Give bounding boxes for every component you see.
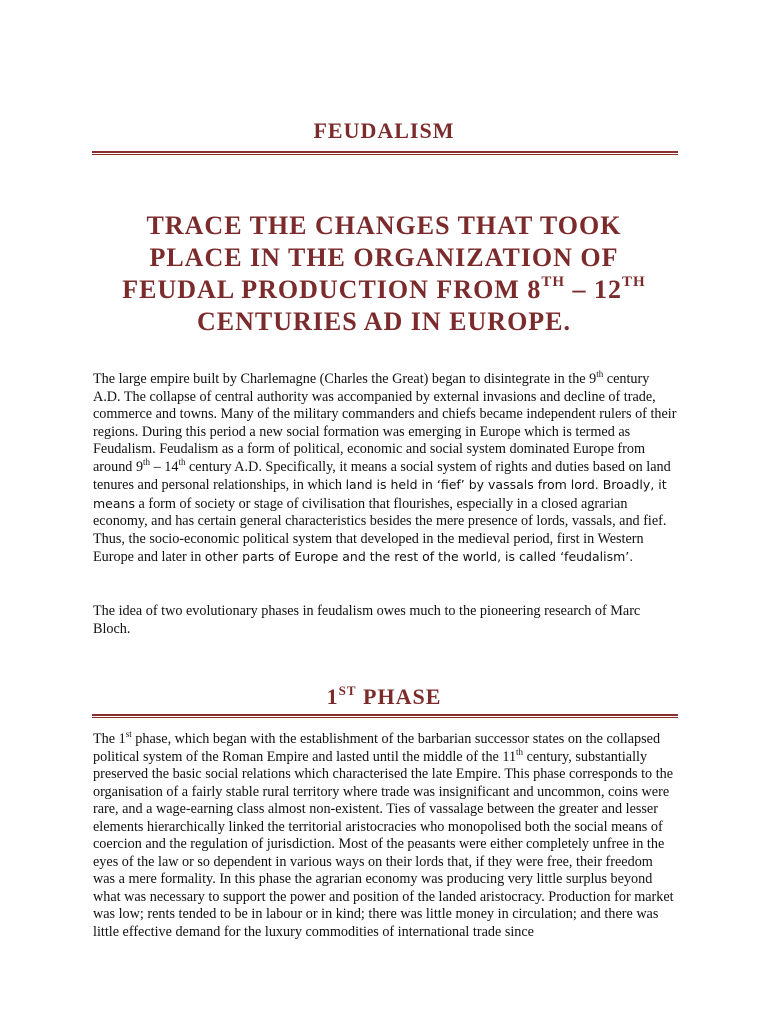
phase-sup-2: th — [516, 746, 524, 757]
phase-text-3: century, substantially preserved the basic social relations which characterised the late Empire. This phase corresponds to the organisation of a fairly stable rural territory where trade was insignificant and uncommon, coins were rare, and a wage-earning class almost non-existent. Ties of vassalage between the greater and lesser elements hierarchically linked the territorial aristocracies who monopolised both the social means of coercion and the regulation of jurisdiction. Most of the peasants were either completely unfree in the eyes of the law or so dependent in various ways on their lords that, if they were free, their freedom was a mere formality. In this phase the agrarian economy was producing very little surplus beyond what was necessary to support the power and position of the landed aristocracy. Production for market was low; rents tended to be in labour or in kind; there was little money in circulation; and there was little effective demand for the luxury commodities of international trade since — [93, 748, 674, 940]
title-divider — [92, 151, 678, 155]
phase-text-1: The 1 — [93, 731, 126, 747]
bloch-paragraph: The idea of two evolutionary phases in feudalism owes much to the pioneering research of Marc Bloch. — [93, 603, 641, 637]
phase-divider — [92, 714, 678, 718]
intro-text-4: century A.D. Specifically, it means a social system of rights and duties based on land tenures and personal relationships, in which — [93, 458, 671, 493]
intro-text-3: – 14 — [150, 458, 179, 475]
phase-heading — [0, 684, 768, 710]
question-sup-2: TH — [622, 274, 646, 290]
phase-sup: ST — [338, 683, 357, 698]
intro-text-6: a form of society or stage of civilisation that flourishes, especially in a closed agrarian economy, and has certain general characteristics besides the mere presence of lords, vassals, and fief. Thus, the socio-economic political system that developed in the medieval period, first in Western Europe and later in — [93, 495, 667, 565]
intro-text-2: century A.D. The collapse of central authority was accompanied by external invasions and decline of trade, commerce and towns. Many of the military commanders and chiefs became independent rulers of their regions. During this period a new social formation was emerging in Europe which is termed as Feudalism. Feudalism as a form of political, economic and social system dominated Europe from around 9 — [93, 371, 677, 475]
intro-sup-3: th — [178, 456, 186, 467]
phase-label: PHASE — [356, 684, 442, 709]
intro-sup-2: th — [143, 456, 151, 467]
question-line-1: TRACE THE CHANGES THAT TOOK — [146, 211, 622, 240]
question-line-4: CENTURIES AD IN EUROPE. — [196, 307, 572, 336]
question-line-3a: FEUDAL PRODUCTION FROM 8 — [122, 275, 542, 304]
intro-text-7: other parts of Europe and the rest of the world, is called ‘feudalism’. — [204, 549, 634, 564]
question-sup-1: TH — [541, 274, 566, 290]
phase-text-2: phase, which began with the establishment of the barbarian successor states on the collapsed political system of the Roman Empire and lasted until the middle of the 11 — [93, 731, 661, 765]
intro-paragraph — [93, 371, 678, 567]
phase-sup-1: st — [125, 729, 132, 739]
intro-sup-1: th — [596, 369, 604, 379]
question-line-3b: – 12 — [565, 275, 623, 304]
question-heading — [100, 210, 668, 338]
intro-text-1: The large empire built by Charlemagne (Charles the Great) began to disintegrate in the 9 — [93, 371, 597, 387]
page-title: FEUDALISM — [313, 118, 455, 143]
intro-text-5: land is held in ‘fief’ by vassals from lord. Broadly, it means — [93, 477, 667, 511]
question-line-2: PLACE IN THE ORGANIZATION OF — [149, 243, 619, 272]
phase-number: 1 — [326, 684, 339, 709]
phase-paragraph — [93, 731, 678, 941]
